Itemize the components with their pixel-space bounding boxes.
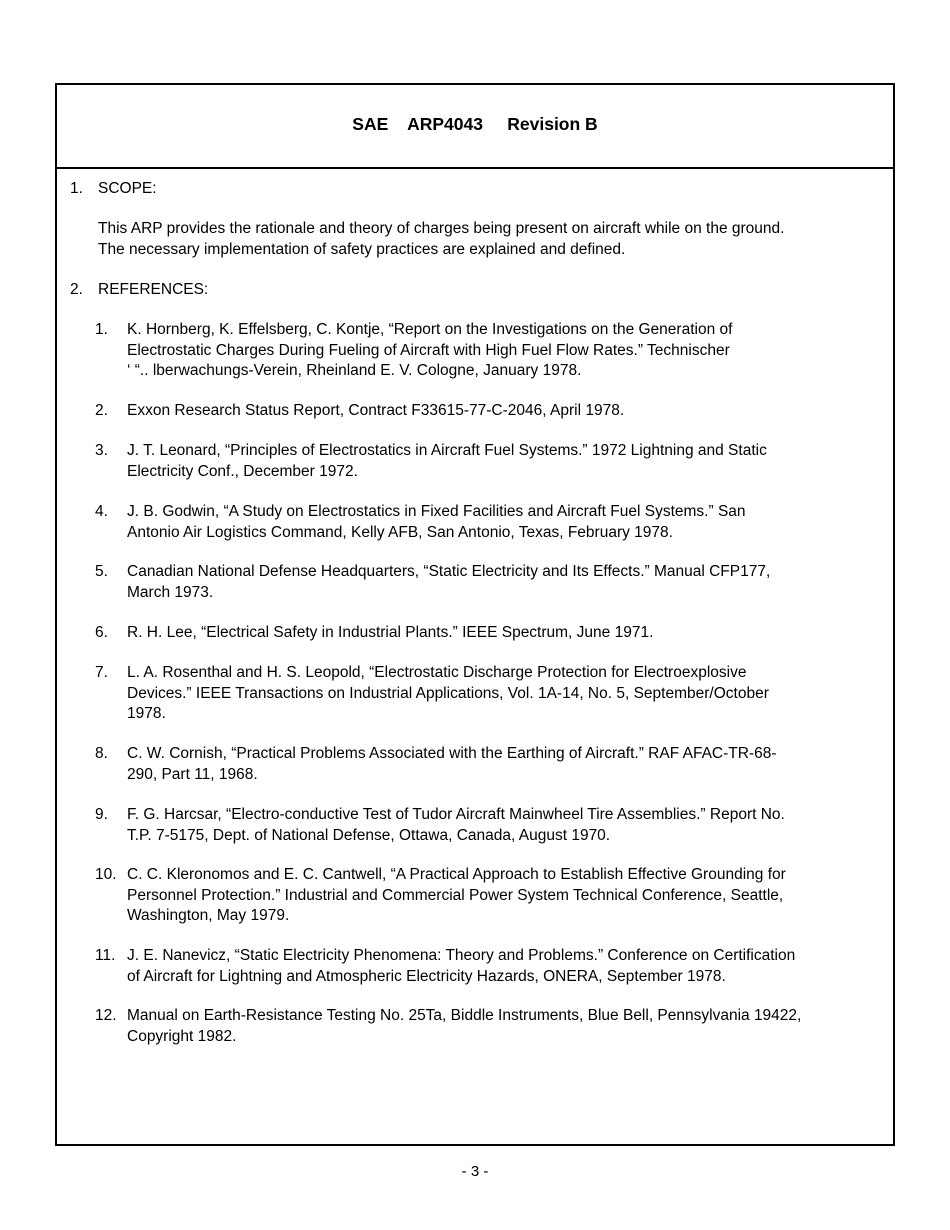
- reference-number: 8.: [95, 745, 108, 762]
- reference-line: ‘ “.. lberwachungs-Verein, Rheinland E. V. Cologne, January 1978.: [127, 362, 582, 379]
- reference-text: [127, 441, 872, 482]
- reference-text: [127, 623, 872, 644]
- section-title: SCOPE:: [98, 180, 157, 197]
- section-number: 1.: [70, 180, 83, 197]
- reference-number: 6.: [95, 624, 108, 641]
- reference-line: Personnel Protection.” Industrial and Commercial Power System Technical Conference, Seattle,: [127, 886, 784, 904]
- reference-line: J. E. Nanevicz, “Static Electricity Phenomena: Theory and Problems.” Conference on Certification: [127, 947, 796, 964]
- reference-text: [127, 401, 872, 422]
- reference-text: [127, 320, 872, 382]
- section-references-heading: [70, 280, 370, 301]
- reference-line: Exxon Research Status Report, Contract F33615-77-C-2046, April 1978.: [127, 402, 625, 419]
- page-number: - 3 -: [461, 1163, 489, 1180]
- reference-line: Canadian National Defense Headquarters, “Static Electricity and Its Effects.” Manual CFP177,: [127, 563, 771, 580]
- reference-line: Electricity Conf., December 1972.: [127, 462, 358, 480]
- reference-number: 7.: [95, 664, 108, 681]
- reference-line: J. B. Godwin, “A Study on Electrostatics in Fixed Facilities and Aircraft Fuel Systems.” San: [127, 503, 746, 520]
- reference-number: 4.: [95, 503, 108, 520]
- section-number: 2.: [70, 281, 83, 298]
- reference-text: [127, 744, 872, 785]
- document-header: [57, 85, 893, 169]
- reference-line: Electrostatic Charges During Fueling of Aircraft with High Fuel Flow Rates.” Technischer: [127, 341, 730, 359]
- reference-text: [127, 663, 872, 725]
- reference-number: 10.: [95, 866, 117, 883]
- reference-line: R. H. Lee, “Electrical Safety in Industrial Plants.” IEEE Spectrum, June 1971.: [127, 624, 654, 641]
- reference-line: of Aircraft for Lightning and Atmospheric Electricity Hazards, ONERA, September 1978.: [127, 967, 726, 985]
- document-title: SAE ARP4043 Revision B: [352, 114, 598, 134]
- reference-line: March 1973.: [127, 583, 214, 601]
- reference-text: [127, 502, 872, 543]
- reference-line: 1978.: [127, 705, 166, 722]
- reference-number: 2.: [95, 402, 108, 419]
- reference-line: Devices.” IEEE Transactions on Industrial Applications, Vol. 1A-14, No. 5, September/October: [127, 684, 769, 702]
- reference-number: 12.: [95, 1007, 117, 1024]
- reference-line: Copyright 1982.: [127, 1027, 237, 1045]
- reference-line: F. G. Harcsar, “Electro-conductive Test of Tudor Aircraft Mainwheel Tire Assemblies.” Report No.: [127, 806, 785, 823]
- reference-line: Washington, May 1979.: [127, 907, 290, 924]
- reference-number: 5.: [95, 563, 108, 580]
- reference-number: 3.: [95, 442, 108, 459]
- reference-number: 1.: [95, 321, 108, 338]
- reference-line: Manual on Earth-Resistance Testing No. 25Ta, Biddle Instruments, Blue Bell, Pennsylvania 19422,: [127, 1007, 802, 1024]
- document-frame: [55, 83, 895, 1146]
- section-title: REFERENCES:: [98, 281, 209, 298]
- reference-line: L. A. Rosenthal and H. S. Leopold, “Electrostatic Discharge Protection for Electroexplosive: [127, 664, 747, 681]
- reference-line: J. T. Leonard, “Principles of Electrostatics in Aircraft Fuel Systems.” 1972 Lightning and Static: [127, 442, 767, 459]
- paragraph-line: This ARP provides the rationale and theory of charges being present on aircraft while on the ground.: [98, 220, 785, 237]
- reference-number: 11.: [95, 947, 116, 964]
- section-scope-heading: [70, 179, 370, 200]
- reference-line: T.P. 7-5175, Dept. of National Defense, Ottawa, Canada, August 1970.: [127, 826, 611, 844]
- reference-text: [127, 562, 872, 603]
- paragraph-line: The necessary implementation of safety practices are explained and defined.: [98, 240, 626, 258]
- reference-text: [127, 946, 872, 987]
- reference-text: [127, 865, 872, 927]
- reference-line: K. Hornberg, K. Effelsberg, C. Kontje, “Report on the Investigations on the Generation of: [127, 321, 733, 338]
- scope-paragraph: [98, 219, 868, 260]
- reference-line: C. W. Cornish, “Practical Problems Associated with the Earthing of Aircraft.” RAF AFAC-TR-68-: [127, 745, 777, 762]
- reference-number: 9.: [95, 806, 108, 823]
- reference-line: Antonio Air Logistics Command, Kelly AFB, San Antonio, Texas, February 1978.: [127, 523, 673, 541]
- reference-line: C. C. Kleronomos and E. C. Cantwell, “A Practical Approach to Establish Effective Grounding for: [127, 866, 786, 883]
- reference-text: [127, 1006, 872, 1047]
- reference-line: 290, Part 11, 1968.: [127, 765, 258, 783]
- reference-text: [127, 805, 872, 846]
